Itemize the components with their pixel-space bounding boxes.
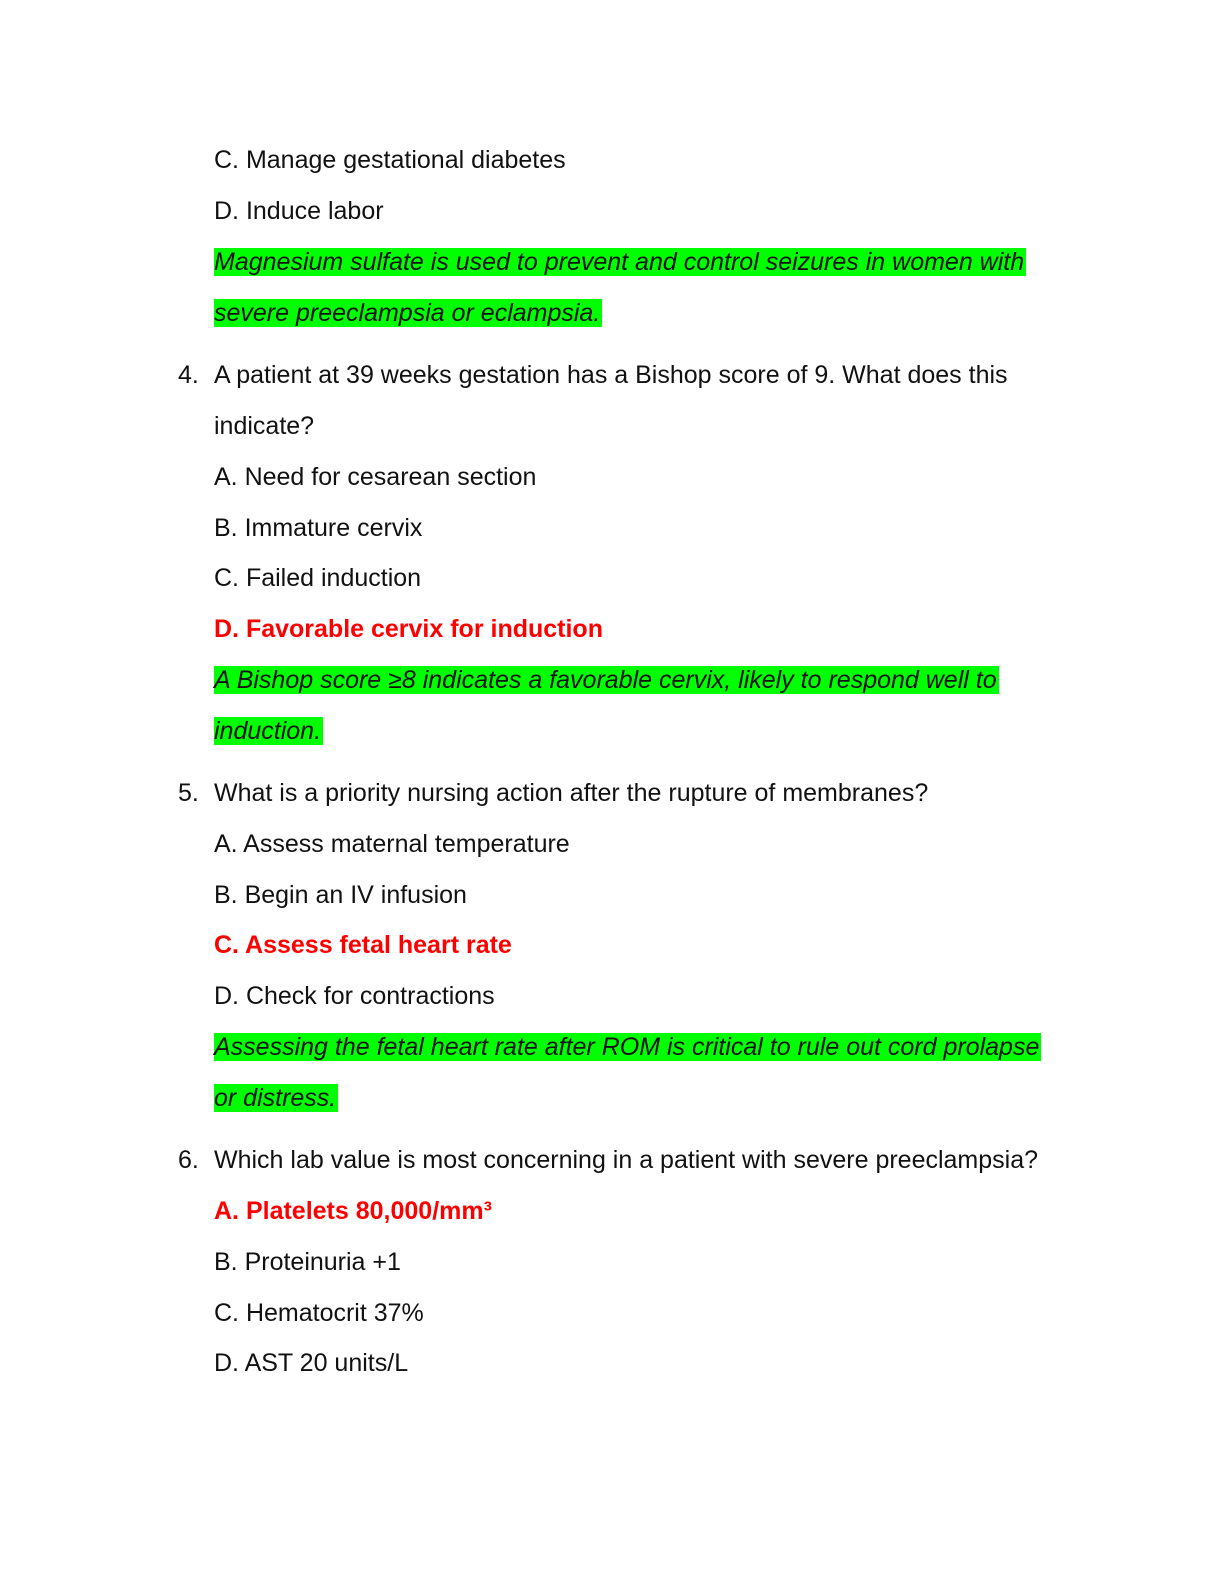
- q6-option-a-correct: A. Platelets 80,000/mm³: [214, 1197, 492, 1225]
- q3-option-d: D. Induce labor: [214, 197, 384, 225]
- q5-question-line-1: What is a priority nursing action after the rupture of membranes?: [214, 779, 929, 807]
- q4-option-c: C. Failed induction: [214, 564, 422, 592]
- q4-question-line-2: indicate?: [214, 412, 315, 440]
- q4-rationale-line-1: [214, 663, 999, 697]
- q5-option-b: B. Begin an IV infusion: [214, 881, 467, 909]
- q3-rationale-text-2: severe preeclampsia or eclampsia.: [214, 299, 601, 327]
- q6-option-c: C. Hematocrit 37%: [214, 1299, 424, 1327]
- q5-option-d: D. Check for contractions: [214, 982, 495, 1010]
- q4-question-line-1: A patient at 39 weeks gestation has a Bishop score of 9. What does this: [214, 361, 1008, 389]
- q5-number: 5.: [178, 779, 199, 807]
- q3-rationale-line-2: [214, 296, 602, 330]
- q4-option-a: A. Need for cesarean section: [214, 463, 537, 491]
- q5-rationale-line-2: [214, 1081, 338, 1115]
- q4-option-b: B. Immature cervix: [214, 514, 423, 542]
- q6-number: 6.: [178, 1146, 199, 1174]
- q5-rationale-text-1: Assessing the fetal heart rate after ROM is critical to rule out cord prolapse: [214, 1033, 1040, 1061]
- q5-option-c-correct: C. Assess fetal heart rate: [214, 931, 512, 959]
- q4-rationale-text-2: induction.: [214, 717, 322, 745]
- q6-question-line-1: Which lab value is most concerning in a patient with severe preeclampsia?: [214, 1146, 1039, 1174]
- q3-rationale-text-1: Magnesium sulfate is used to prevent and control seizures in women with: [214, 248, 1025, 276]
- q4-option-d-correct: D. Favorable cervix for induction: [214, 615, 603, 643]
- q3-rationale-line-1: [214, 245, 1026, 279]
- q6-option-d: D. AST 20 units/L: [214, 1349, 409, 1377]
- q5-option-a: A. Assess maternal temperature: [214, 830, 570, 858]
- q5-rationale-line-1: [214, 1030, 1041, 1064]
- q4-rationale-line-2: [214, 714, 323, 748]
- q5-rationale-text-2: or distress.: [214, 1084, 337, 1112]
- q6-option-b: B. Proteinuria +1: [214, 1248, 401, 1276]
- q3-option-c: C. Manage gestational diabetes: [214, 146, 566, 174]
- q4-number: 4.: [178, 361, 199, 389]
- q4-rationale-text-1: A Bishop score ≥8 indicates a favorable cervix, likely to respond well to: [214, 666, 997, 694]
